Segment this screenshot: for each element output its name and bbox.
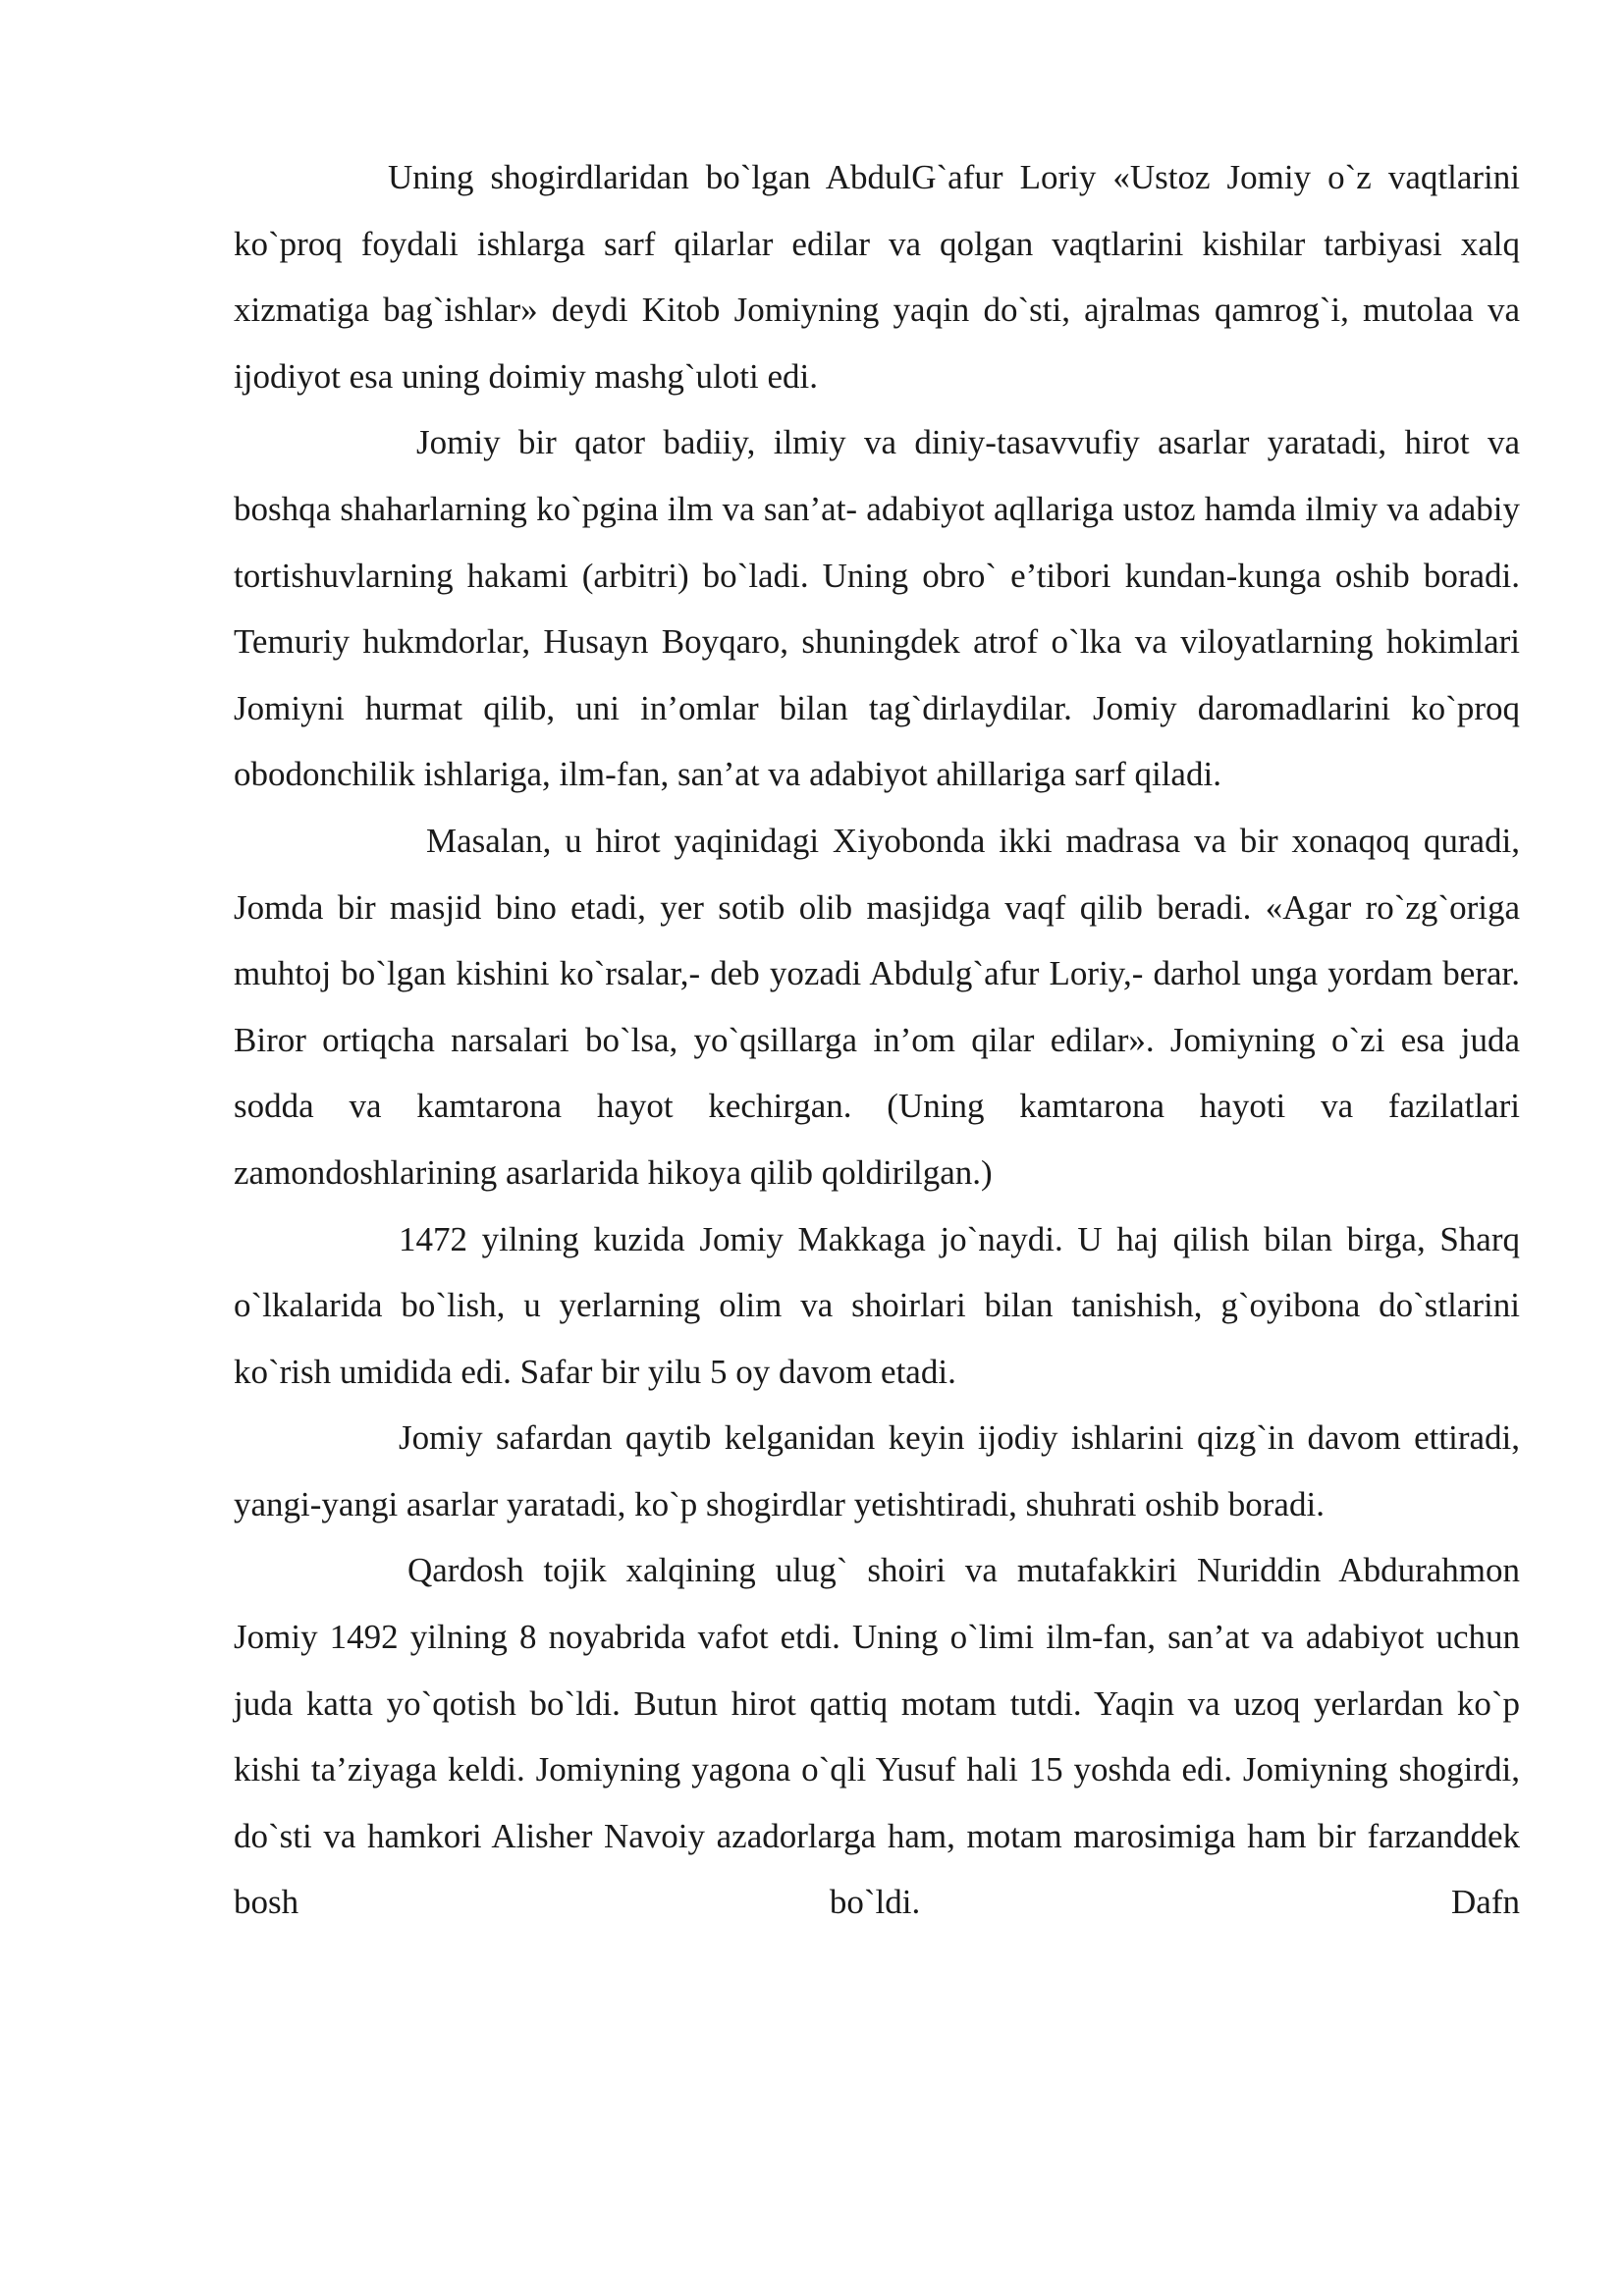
paragraph-6: Qardosh tojik xalqining ulug` shoiri va mutafakkiri Nuriddin Abdurahmon Jomiy 1492 yilning 8 noyabrida vafot etdi. Uning o`limi ilm-fan, san’at va adabiyot uchun juda katta yo`qotish bo`ldi. Butun hirot qattiq motam tutdi. Yaqin va uzoq yerlardan ko`p kishi ta’ziyaga keldi. Jomiyning yagona o`qli Yusuf hali 15 yoshda edi. Jomiyning shogirdi, do`sti va hamkori Alisher Navoiy azadorlarga ham, motam marosimiga ham bir farzanddek bosh bo`ldi. Dafn bbox=[234, 1551, 1520, 1922]
paragraph-1: Uning shogirdlaridan bo`lgan AbdulG`afur Loriy «Ustoz Jomiy o`z vaqtlarini ko`proq foydali ishlarga sarf qilarlar edilar va qolgan vaqtlarini kishilar tarbiyasi xalq xizmatiga bag`ishlar» deydi Kitob Jomiyning yaqin do`sti, ajralmas qamrog`i, mutolaa va ijodiyot esa uning doimiy mashg`uloti edi. bbox=[234, 158, 1520, 396]
paragraph-2: Jomiy bir qator badiiy, ilmiy va diniy-tasavvufiy asarlar yaratadi, hirot va boshqa shaharlarning ko`pgina ilm va san’at- adabiyot aqllariga ustoz hamda ilmiy va adabiy tortishuvlarning hakami (arbitri) bo`ladi. Uning obro` e’tibori kundan-kunga oshib boradi. Temuriy hukmdorlar, Husayn Boyqaro, shuningdek atrof o`lka va viloyatlarning hokimlari Jomiyni hurmat qilib, uni in’omlar bilan tag`dirlaydilar. Jomiy daromadlarini ko`proq obodonchilik ishlariga, ilm-fan, san’at va adabiyot ahillariga sarf qiladi. bbox=[234, 423, 1520, 794]
document-page bbox=[234, 144, 1520, 1936]
paragraph-3: Masalan, u hirot yaqinidagi Xiyobonda ikki madrasa va bir xonaqoq quradi, Jomda bir masjid bino etadi, yer sotib olib masjidga vaqf qilib beradi. «Agar ro`zg`origa muhtoj bo`lgan kishini ko`rsalar,- deb yozadi Abdulg`afur Loriy,- darhol unga yordam berar. Biror ortiqcha narsalari bo`lsa, yo`qsillarga in’om qilar edilar». Jomiyning o`zi esa juda sodda va kamtarona hayot kechirgan. (Uning kamtarona hayoti va fazilatlari zamondoshlarining asarlarida hikoya qilib qoldirilgan.) bbox=[234, 821, 1520, 1192]
paragraph-4: 1472 yilning kuzida Jomiy Makkaga jo`naydi. U haj qilish bilan birga, Sharq o`lkalarida bo`lish, u yerlarning olim va shoirlari bilan tanishish, g`oyibona do`stlarini ko`rish umidida edi. Safar bir yilu 5 oy davom etadi. bbox=[234, 1219, 1520, 1391]
paragraph-5: Jomiy safardan qaytib kelganidan keyin ijodiy ishlarini qizg`in davom ettiradi, yangi-yangi asarlar yaratadi, ko`p shogirdlar yetishtiradi, shuhrati oshib boradi. bbox=[234, 1418, 1520, 1523]
